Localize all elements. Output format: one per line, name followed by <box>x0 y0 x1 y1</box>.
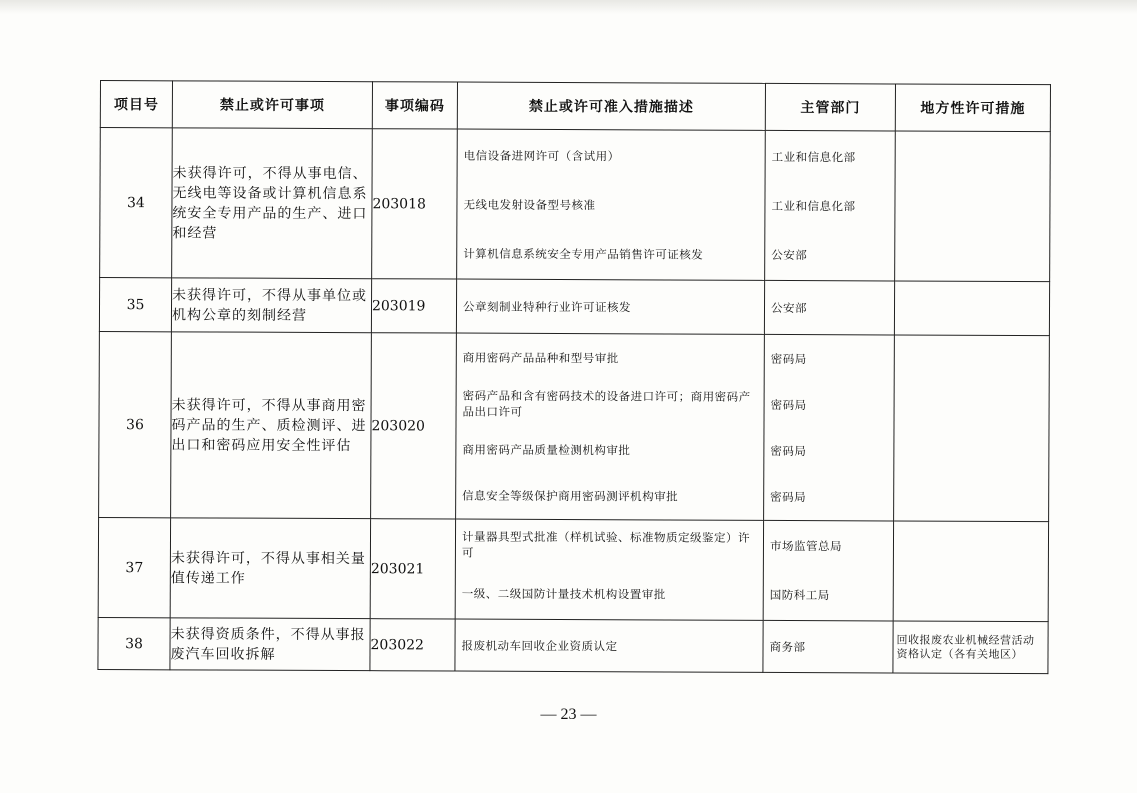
measure-cell <box>455 519 763 620</box>
table-row <box>99 331 1050 521</box>
table-row <box>99 278 1049 336</box>
department: 国防科工局 <box>769 587 830 603</box>
measure-desc: 商用密码产品品种和型号审批 <box>462 350 619 365</box>
matter-code: 203022 <box>370 619 455 671</box>
department-cell <box>764 280 894 335</box>
matter-code: 203019 <box>371 279 456 333</box>
table-row <box>98 517 1048 621</box>
local-measure-cell <box>893 621 1048 674</box>
header-matter: 禁止或许可事项 <box>172 81 372 129</box>
department: 密码局 <box>770 397 807 412</box>
department: 工业和信息化部 <box>771 198 856 213</box>
measure-desc: 密码产品和含有密码技术的设备进口许可；商用密码产品出口许可 <box>462 388 751 419</box>
department-cell <box>763 620 893 673</box>
matter-code: 203018 <box>372 129 458 279</box>
local-measure-cell <box>894 281 1049 336</box>
department: 公安部 <box>770 300 808 315</box>
table-row <box>98 617 1048 673</box>
local-measure-cell <box>893 521 1048 622</box>
measure-desc: 计量器具型式批准（样机试验、标准物质定级鉴定）许可 <box>461 529 751 560</box>
table-row <box>100 128 1051 282</box>
matter-code: 203021 <box>370 519 455 619</box>
measure-desc: 报废机动车回收企业资质认定 <box>461 638 618 653</box>
department: 密码局 <box>770 351 807 366</box>
measure-desc: 无线电发射设备型号核准 <box>463 197 596 212</box>
header-item-number: 项目号 <box>100 81 172 128</box>
header-local-measures: 地方性许可措施 <box>895 84 1050 132</box>
item-number: 35 <box>99 278 171 332</box>
matter-text: 未获得许可，不得从事单位或机构公章的刻制经营 <box>171 278 371 333</box>
local-measure-cell <box>894 335 1050 522</box>
local-measure <box>894 546 1048 596</box>
matter-text: 未获得许可，不得从事电信、无线电等设备或计算机信息系统安全专用产品的生产、进口和经营 <box>172 128 373 279</box>
permit-table <box>97 80 1051 674</box>
local-measure <box>894 405 1048 452</box>
matter-text: 未获得许可，不得从事相关量值传递工作 <box>170 518 370 619</box>
measure-desc: 计算机信息系统安全专用产品销售许可证核发 <box>463 246 704 262</box>
matter-text: 未获得资质条件，不得从事报废汽车回收拆解 <box>170 618 370 671</box>
measure-cell <box>457 129 766 280</box>
measure-desc: 商用密码产品质量检测机构审批 <box>462 442 631 457</box>
measure-cell <box>455 619 763 672</box>
header-row <box>100 81 1050 132</box>
scan-edge <box>0 0 1137 14</box>
local-measure <box>895 181 1049 231</box>
measure-desc: 一级、二级国防计量技术机构设置审批 <box>461 586 666 602</box>
local-measure-cell <box>895 131 1051 282</box>
department: 公安部 <box>771 247 808 262</box>
matter-code: 203020 <box>371 333 457 519</box>
department: 密码局 <box>770 489 807 504</box>
item-number: 36 <box>99 331 172 517</box>
measure-desc: 公章刻制业特种行业许可证核发 <box>462 299 632 314</box>
local-measure <box>895 308 1049 309</box>
item-number: 38 <box>98 617 170 669</box>
item-number: 34 <box>100 128 173 278</box>
department: 市场监管总局 <box>769 538 843 554</box>
department-cell <box>765 130 896 281</box>
measure-desc: 电信设备进网许可（含试用） <box>463 148 620 163</box>
measure-desc: 信息安全等级保护商用密码测评机构审批 <box>462 488 679 504</box>
department: 密码局 <box>770 443 807 458</box>
header-measure-description: 禁止或许可准入措施描述 <box>457 82 765 130</box>
local-measure: 回收报废农业机械经营活动资格认定（各有关地区） <box>896 632 1035 661</box>
matter-text: 未获得许可，不得从事商用密码产品的生产、质检测评、进出口和密码应用安全性评估 <box>171 332 372 519</box>
measure-cell <box>456 333 765 520</box>
department-cell <box>763 520 893 621</box>
page-number: — 23 — <box>540 706 597 723</box>
header-department: 主管部门 <box>765 83 895 131</box>
department: 工业和信息化部 <box>771 149 856 164</box>
department: 商务部 <box>769 639 806 654</box>
department-cell <box>764 334 895 521</box>
header-code: 事项编码 <box>372 82 457 129</box>
measure-cell <box>456 279 764 334</box>
item-number: 37 <box>98 517 170 617</box>
